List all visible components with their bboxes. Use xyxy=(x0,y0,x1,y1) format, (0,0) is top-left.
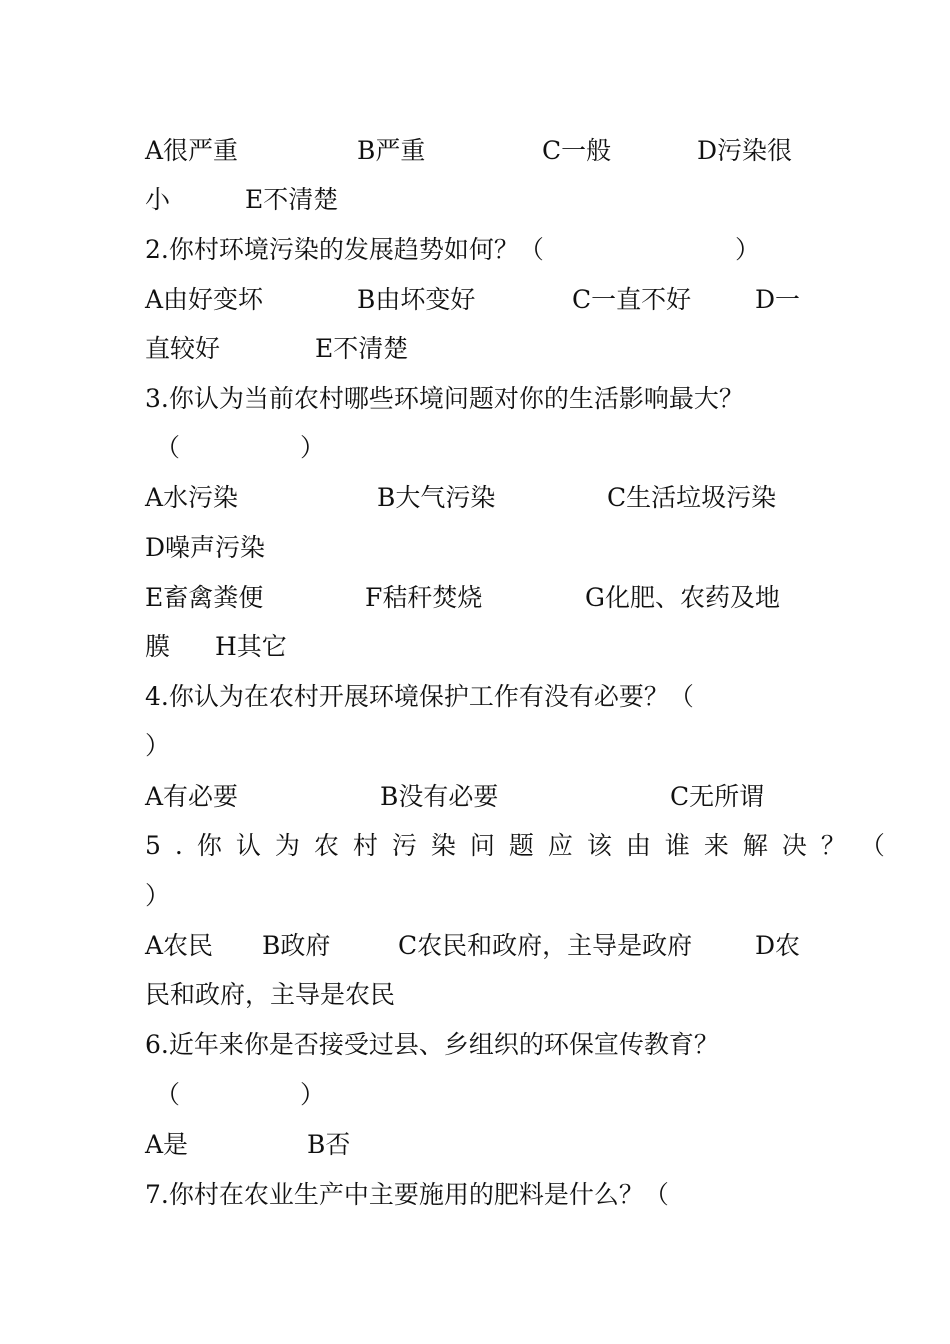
question-7-stem: 7.你村在农业生产中主要施用的肥料是什么？（ xyxy=(145,1180,669,1209)
option-e: E不清楚 xyxy=(315,334,409,363)
answer-blank-close: ） xyxy=(300,1080,326,1109)
answer-blank-close: ） xyxy=(300,433,326,462)
option-d-continued: 小 xyxy=(145,185,171,214)
option-c: C生活垃圾污染 xyxy=(607,483,777,512)
option-g: G化肥、农药及地 xyxy=(585,583,780,612)
question-1-options-line xyxy=(145,126,835,176)
option-b: B大气污染 xyxy=(377,483,496,512)
option-a: A很严重 xyxy=(145,136,239,165)
option-a: A水污染 xyxy=(145,483,239,512)
question-3-options-line-2 xyxy=(145,523,835,573)
question-2-options-continued xyxy=(145,324,835,374)
question-3-text xyxy=(145,374,835,424)
option-d: D噪声污染 xyxy=(145,533,266,562)
option-d-continued: 民和政府，主导是农民 xyxy=(145,980,396,1009)
question-7-text xyxy=(145,1170,835,1220)
option-e: E畜禽粪便 xyxy=(145,583,264,612)
question-3-options-line xyxy=(145,473,835,523)
question-3-options-line-3 xyxy=(145,573,835,623)
option-b: B否 xyxy=(307,1130,351,1159)
option-b: B严重 xyxy=(357,136,426,165)
question-4-text xyxy=(145,672,835,722)
question-5-answer-blank xyxy=(145,871,835,921)
question-2-stem: 2.你村环境污染的发展趋势如何？（ xyxy=(145,235,544,264)
question-4-options-line xyxy=(145,772,835,822)
question-5-stem: 5.你认为农村污染问题应该由谁来解决？（ xyxy=(145,831,899,860)
question-6-answer-blank xyxy=(145,1070,835,1120)
question-6-stem: 6.近年来你是否接受过县、乡组织的环保宣传教育？ xyxy=(145,1030,719,1059)
option-d: D农 xyxy=(755,931,801,960)
option-b: B由坏变好 xyxy=(357,285,476,314)
option-b: B政府 xyxy=(262,931,331,960)
option-e: E不清楚 xyxy=(245,185,339,214)
question-4-answer-blank xyxy=(145,721,835,771)
option-f: F秸秆焚烧 xyxy=(365,583,483,612)
question-4-stem: 4.你认为在农村开展环境保护工作有没有必要？（ xyxy=(145,682,694,711)
option-d-continued: 直较好 xyxy=(145,334,221,363)
option-d: D一 xyxy=(755,285,801,314)
option-c: C农民和政府，主导是政府 xyxy=(398,931,693,960)
question-5-options-continued xyxy=(145,970,835,1020)
option-c: C一般 xyxy=(542,136,612,165)
option-b: B没有必要 xyxy=(380,782,499,811)
answer-blank-close: ） xyxy=(145,731,171,760)
option-a: A是 xyxy=(145,1130,189,1159)
question-6-options-line xyxy=(145,1120,835,1170)
option-a: A农民 xyxy=(145,931,214,960)
answer-blank-close: ） xyxy=(735,235,761,264)
question-3-answer-blank xyxy=(145,423,835,473)
option-d: D污染很 xyxy=(697,136,793,165)
question-3-options-continued xyxy=(145,622,835,672)
option-a: A由好变坏 xyxy=(145,285,264,314)
answer-blank-open: （ xyxy=(155,1080,181,1109)
option-c: C无所谓 xyxy=(670,782,765,811)
question-6-text xyxy=(145,1020,835,1070)
answer-blank-close: ） xyxy=(145,881,171,910)
option-c: C一直不好 xyxy=(572,285,692,314)
question-1-options-continued xyxy=(145,175,835,225)
option-g-continued: 膜 xyxy=(145,632,171,661)
question-3-stem: 3.你认为当前农村哪些环境问题对你的生活影响最大？ xyxy=(145,384,744,413)
answer-blank-open: （ xyxy=(155,433,181,462)
question-2-text xyxy=(145,225,835,275)
question-5-options-line xyxy=(145,921,835,971)
question-2-options-line xyxy=(145,275,835,325)
question-5-text xyxy=(145,821,899,871)
option-h: H其它 xyxy=(215,632,287,661)
option-a: A有必要 xyxy=(145,782,239,811)
